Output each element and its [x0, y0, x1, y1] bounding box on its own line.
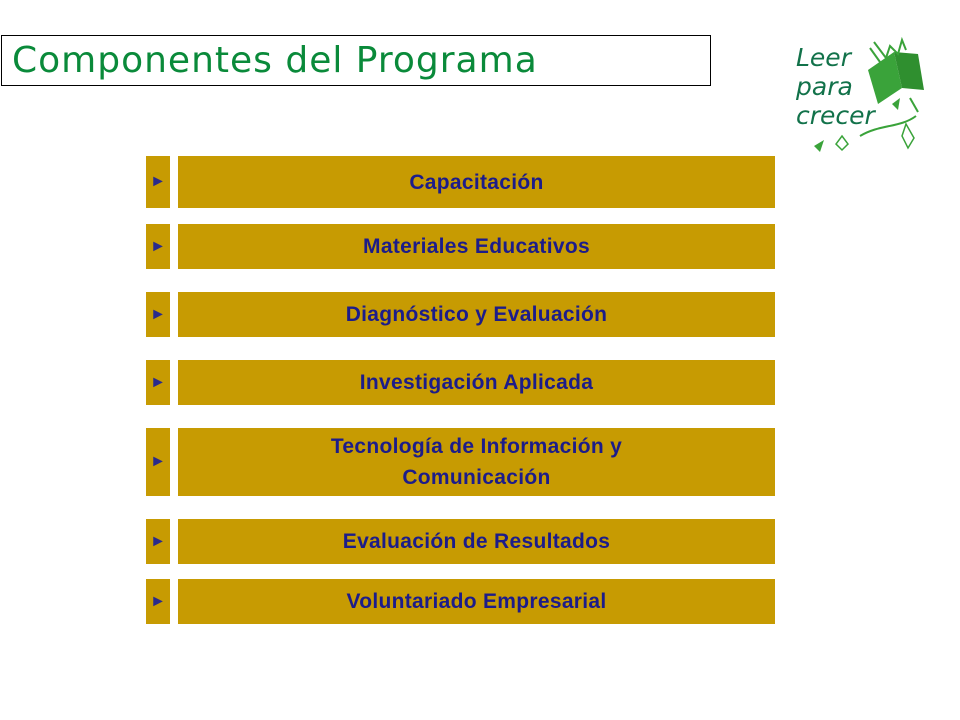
- component-label: Materiales Educativos: [363, 235, 590, 258]
- component-bar: [178, 360, 775, 405]
- component-label: Voluntariado Empresarial: [346, 590, 607, 613]
- logo-text-crecer: crecer: [796, 101, 875, 130]
- arrow-icon: ►: [146, 428, 170, 496]
- arrow-icon: ►: [146, 292, 170, 337]
- leer-para-crecer-logo: [790, 28, 930, 160]
- component-label: Diagnóstico y Evaluación: [345, 303, 608, 326]
- component-bar: [178, 519, 775, 564]
- component-bar: [178, 428, 775, 496]
- page-title: Componentes del Programa: [12, 40, 538, 81]
- logo-text-leer: Leer: [796, 43, 851, 72]
- arrow-icon: ►: [146, 579, 170, 624]
- arrow-icon: ►: [146, 360, 170, 405]
- component-label: Capacitación: [409, 170, 544, 194]
- title-box: [1, 35, 711, 86]
- component-bar: [178, 579, 775, 624]
- logo-text-para: para: [796, 72, 853, 101]
- arrow-icon: ►: [146, 224, 170, 269]
- component-label: Tecnología de Información y Comunicación: [330, 435, 623, 489]
- arrow-icon: ►: [146, 156, 170, 208]
- component-bar: [178, 156, 775, 208]
- component-bar: [178, 224, 775, 269]
- component-label: Investigación Aplicada: [359, 371, 594, 394]
- component-label: Evaluación de Resultados: [342, 530, 611, 553]
- arrow-icon: ►: [146, 519, 170, 564]
- component-bar: [178, 292, 775, 337]
